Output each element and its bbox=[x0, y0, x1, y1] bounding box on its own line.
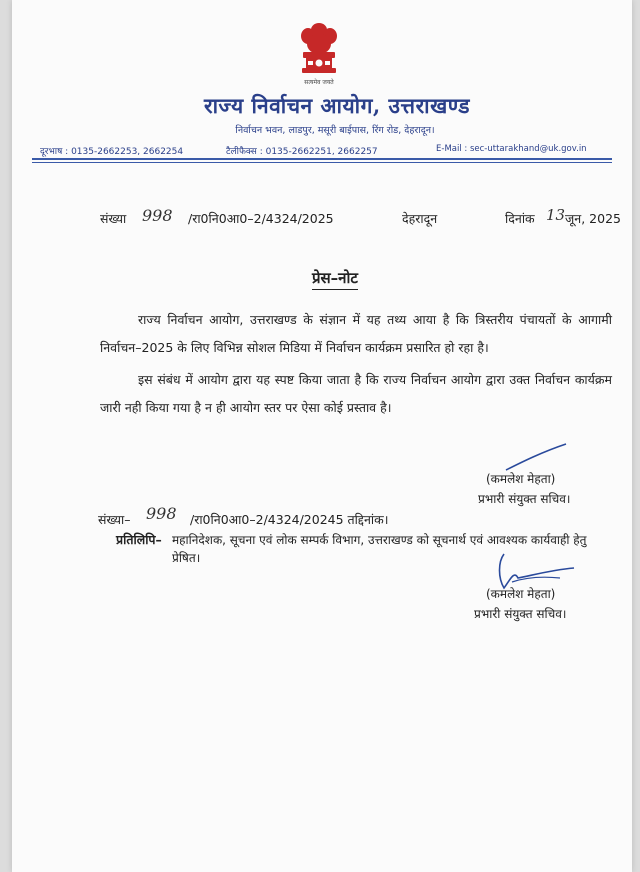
reference-code: /रा0नि0आ0–2/4324/2025 bbox=[188, 211, 334, 226]
reference-handwritten-number: 998 bbox=[142, 206, 173, 225]
reference-date-handwritten: 13 bbox=[546, 206, 566, 224]
copy-reference-label: संख्या– bbox=[98, 512, 131, 527]
document-page bbox=[12, 0, 632, 872]
body-paragraph-1: राज्य निर्वाचन आयोग, उत्तराखण्ड के संज्ञान में यह तथ्य आया है कि त्रिस्तरीय पंचायतों के आगामी निर्वाचन–2025 के लिए विभिन्न सोशल मिडिया में निर्वाचन कार्यक्रम प्रसारित हो रहा है। bbox=[100, 312, 612, 355]
signatory-2-name: (कमलेश मेहता) bbox=[486, 587, 556, 601]
contact-phone: दूरभाष : 0135-2662253, 2662254 bbox=[40, 147, 184, 157]
header-divider bbox=[32, 158, 612, 160]
signature-1-scribble bbox=[502, 440, 572, 474]
reference-date-rest: जून, 2025 bbox=[565, 211, 621, 226]
copy-to-text: महानिदेशक, सूचना एवं लोक सम्पर्क विभाग, उत्तराखण्ड को सूचनार्थ एवं आवश्यक कार्यवाही हेतु प्रेषित। bbox=[172, 533, 587, 565]
organization-address: निर्वाचन भवन, लाडपुर, मसूरी बाईपास, रिंग रोड, देहरादून। bbox=[235, 125, 435, 136]
reference-date-label: दिनांक bbox=[505, 211, 535, 226]
header-divider-thin bbox=[32, 162, 612, 163]
emblem-motto: सत्यमेव जयते bbox=[304, 79, 334, 86]
copy-reference-handwritten-number: 998 bbox=[146, 504, 177, 523]
body-paragraph-2: इस संबंध में आयोग द्वारा यह स्पष्ट किया जाता है कि राज्य निर्वाचन आयोग द्वारा उक्त निर्वाचन कार्यक्रम जारी नही किया गया है न ही आयोग स्तर पर ऐसा कोई प्रस्ताव है। bbox=[100, 372, 612, 415]
reference-city: देहरादून bbox=[402, 211, 438, 226]
signatory-2-designation: प्रभारी संयुक्त सचिव। bbox=[474, 607, 567, 621]
signatory-1-name: (कमलेश मेहता) bbox=[486, 472, 556, 486]
ashoka-emblem-icon bbox=[292, 20, 346, 84]
copy-to-label: प्रतिलिपि– bbox=[116, 532, 162, 547]
signatory-1-designation: प्रभारी संयुक्त सचिव। bbox=[478, 492, 571, 506]
press-note-title: प्रेस–नोट bbox=[312, 268, 358, 290]
reference-label: संख्या bbox=[100, 211, 127, 226]
contact-email: E-Mail : sec-uttarakhand@uk.gov.in bbox=[436, 144, 587, 154]
copy-reference-code: /रा0नि0आ0–2/4324/20245 तद्दिनांक। bbox=[190, 512, 389, 527]
organization-name: राज्य निर्वाचन आयोग, उत्तराखण्ड bbox=[203, 93, 470, 118]
contact-fax: टैलीफैक्स : 0135-2662251, 2662257 bbox=[226, 147, 378, 157]
